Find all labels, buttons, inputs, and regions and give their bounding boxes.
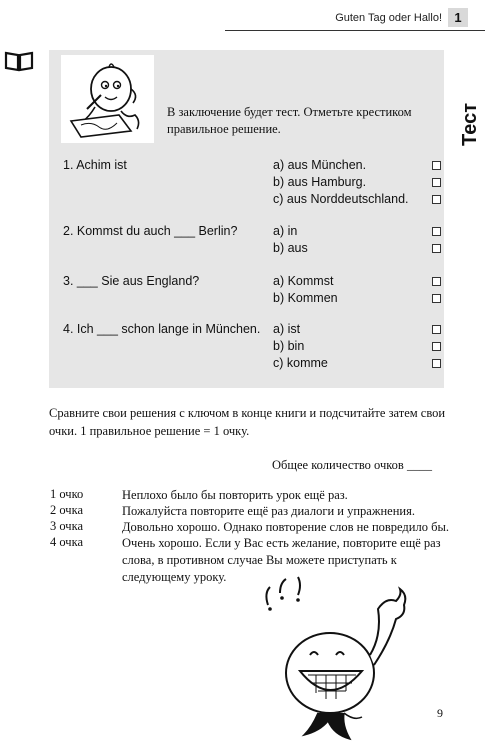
answer-checkbox[interactable] [432, 195, 441, 204]
writing-character-illustration [61, 55, 154, 143]
header-rule [225, 30, 485, 31]
score-text-3: Довольно хорошо. Однако повторение слов не повредило бы. [122, 520, 449, 534]
question-1: 1. Achim ist [63, 158, 127, 172]
compare-instructions: Сравните свои решения с ключом в конце книги и подсчитайте затем свои очки. 1 правильное решение = 1 очку. [49, 406, 446, 438]
answer-checkbox[interactable] [432, 161, 441, 170]
instructions-text: В заключение будет тест. Отметьте крестиком правильное решение. [167, 105, 412, 136]
question-1-option-b: b) aus Hamburg. [273, 175, 367, 189]
score-text-2: Пожалуйста повторите ещё раз диалоги и упражнения. [122, 504, 415, 518]
running-header: Guten Tag oder Hallo! [335, 12, 442, 24]
score-label-2: 2 очка [50, 503, 84, 517]
question-1-option-a: a) aus München. [273, 158, 367, 172]
answer-checkbox[interactable] [432, 325, 441, 334]
question-4-option-b: b) bin [273, 339, 305, 353]
section-side-label-text: Тест [458, 102, 481, 146]
answer-checkbox[interactable] [432, 178, 441, 187]
question-3-option-b: b) Kommen [273, 291, 338, 305]
answer-checkbox[interactable] [432, 359, 441, 368]
answer-checkbox[interactable] [432, 277, 441, 286]
section-side-label [452, 94, 488, 154]
question-4: 4. Ich ___ schon lange in München. [63, 322, 261, 336]
page-number: 9 [437, 706, 443, 720]
book-icon [4, 50, 34, 72]
question-3-option-a: a) Kommst [273, 274, 334, 288]
question-3: 3. ___ Sie aus England? [63, 274, 200, 288]
answer-checkbox[interactable] [432, 227, 441, 236]
cheering-character-illustration [258, 575, 408, 745]
answer-checkbox[interactable] [432, 244, 441, 253]
total-points-line: Общее количество очков ____ [272, 458, 432, 472]
question-4-option-a: a) ist [273, 322, 301, 336]
answer-checkbox[interactable] [432, 294, 441, 303]
answer-checkbox[interactable] [432, 342, 441, 351]
question-2-option-a: a) in [273, 224, 298, 238]
score-text-4: Очень хорошо. Если у Вас есть желание, повторите ещё раз слова, в противном случае Вы можете приступать к следующему уроку. [122, 536, 441, 584]
question-2-option-b: b) aus [273, 241, 308, 255]
score-text-1: Неплохо было бы повторить урок ещё раз. [122, 488, 348, 502]
score-label-3: 3 очка [50, 519, 84, 533]
chapter-number-badge: 1 [448, 8, 468, 27]
question-1-option-c: c) aus Norddeutschland. [273, 192, 409, 206]
score-label-1: 1 очко [50, 487, 84, 501]
question-4-option-c: c) komme [273, 356, 328, 370]
question-2: 2. Kommst du auch ___ Berlin? [63, 224, 238, 238]
score-label-4: 4 очка [50, 535, 84, 549]
